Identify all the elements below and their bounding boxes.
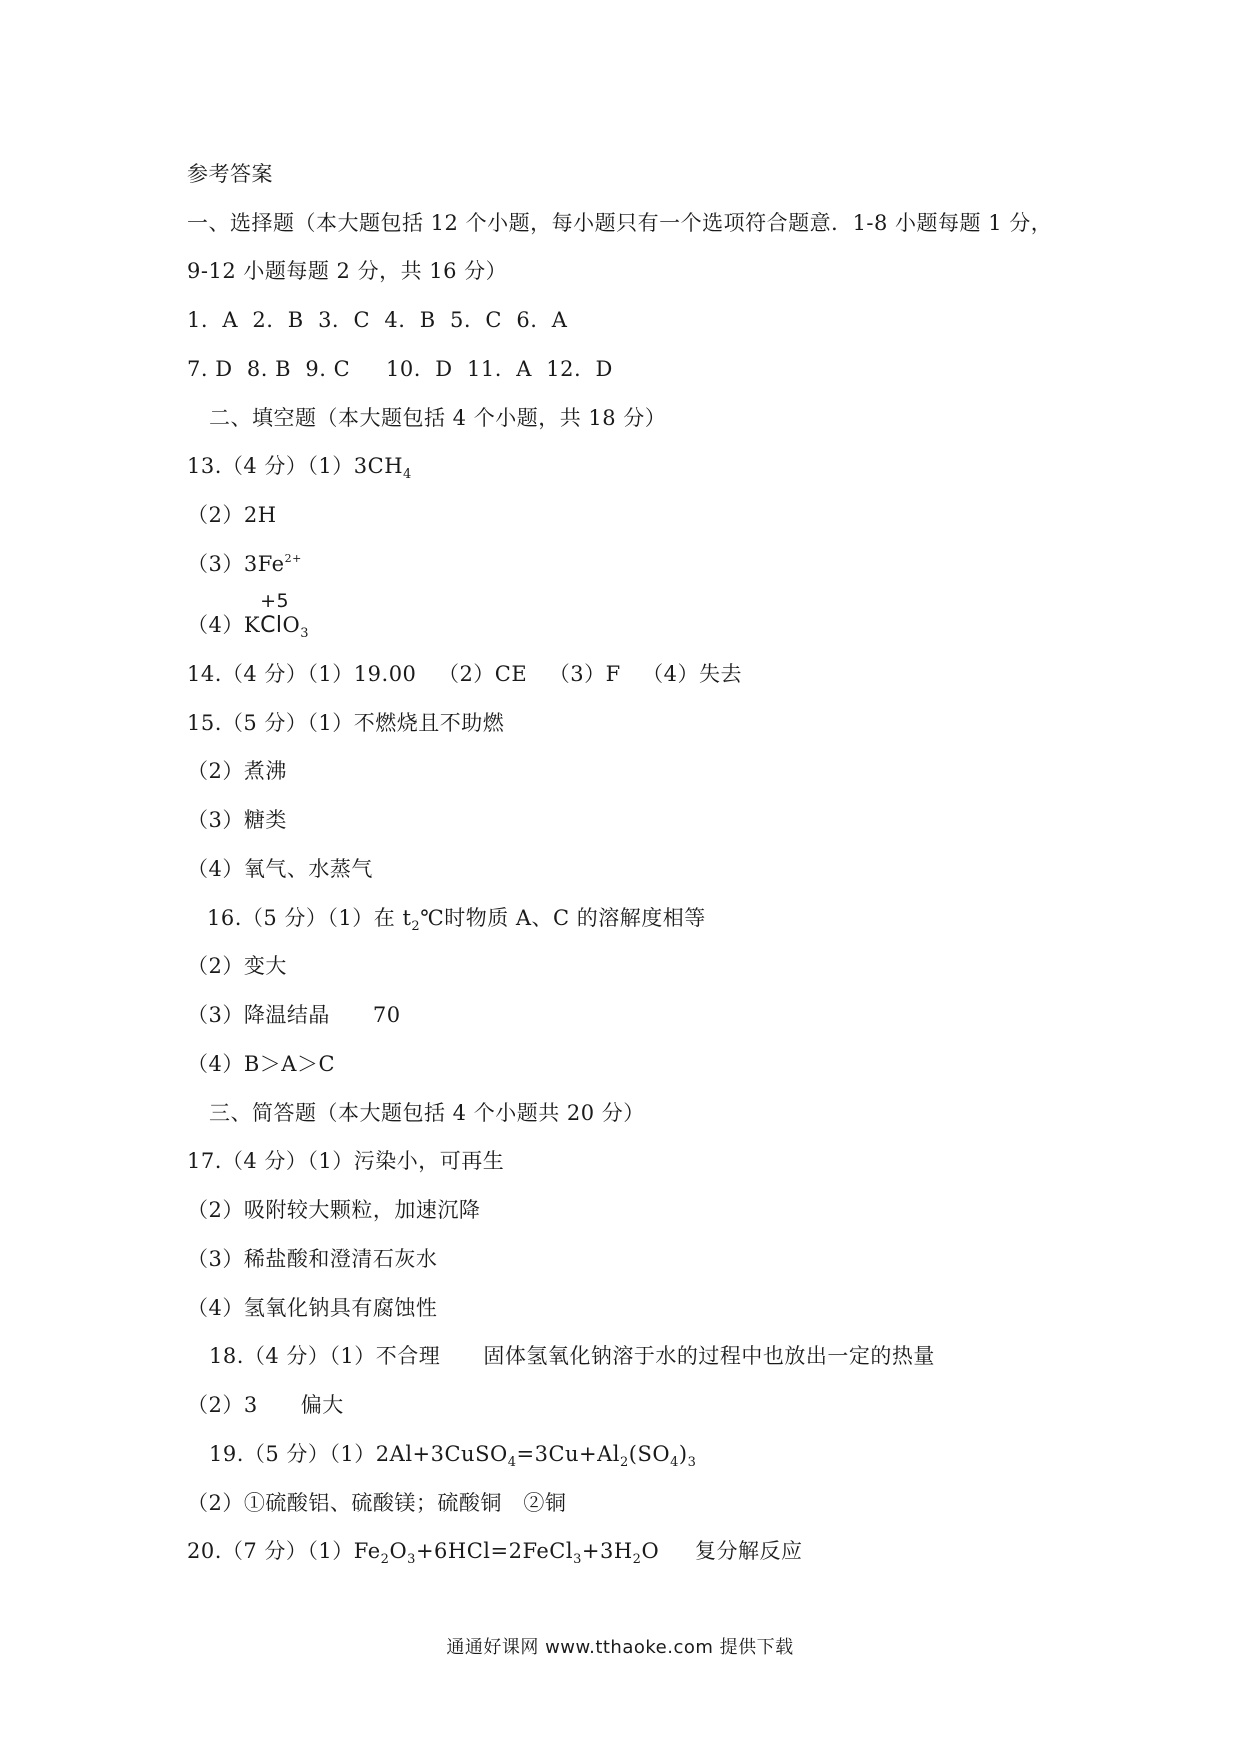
section-3-heading: 三、简答题（本大题包括 4 个小题共 20 分） (209, 1101, 645, 1125)
q18-part-1: 18.（4 分）（1）不合理 固体氢氧化钠溶于水的过程中也放出一定的热量 (209, 1344, 935, 1368)
q15-part-4: （4）氧气、水蒸气 (187, 857, 373, 881)
q16-part-3: （3）降温结晶 70 (187, 1003, 401, 1027)
q16-part-1: 16.（5 分）（1）在 $t_2℃$时物质 A、C 的溶解度相等 (207, 906, 706, 934)
q13-part-4: （4）K +5 ClO$_3$ (187, 590, 310, 641)
q15-part-2: （2）煮沸 (187, 759, 287, 783)
q17-part-1: 17.（4 分）（1）污染小，可再生 (187, 1149, 505, 1173)
q13-part-2: （2）2H (187, 503, 277, 527)
section-1-heading-line-1: 一、选择题（本大题包括 12 个小题，每小题只有一个选项符合题意．1-8 小题每题 1 分， (187, 211, 1053, 235)
q17-part-2: （2）吸附较大颗粒，加速沉降 (187, 1198, 481, 1222)
q14-answer: 14.（4 分）（1）19.00 （2）CE （3）F （4）失去 (187, 662, 743, 686)
q17-part-3: （3）稀盐酸和澄清石灰水 (187, 1247, 438, 1271)
q16-part-4: （4）B＞A＞C (187, 1052, 336, 1076)
oxidation-state: +5 (260, 590, 290, 612)
page-footer: 通通好课网 www.tthaoke.com 提供下载 (446, 1637, 794, 1658)
q19-part-2: （2）①硫酸铝、硫酸镁；硫酸铜 ②铜 (187, 1491, 567, 1515)
section-2-heading: 二、填空题（本大题包括 4 个小题，共 18 分） (209, 406, 667, 430)
mc-answers-row-1: 1. A 2. B 3. C 4. B 5. C 6. A (187, 308, 568, 332)
q13-part-3: $(3)3Fe^{2+}$ (187, 552, 302, 576)
section-1-heading-line-2: 9-12 小题每题 2 分，共 16 分） (187, 259, 508, 283)
q13-part-1: 13.（4 分）$(1)3CH_4$ (187, 454, 412, 482)
q16-part-2: （2）变大 (187, 954, 287, 978)
q19-part-1: 19.（5 分）$(1)2Al+3CuSO_4=3Cu+Al_2(SO_4)_3$ (209, 1442, 697, 1470)
q17-part-4: （4）氢氧化钠具有腐蚀性 (187, 1296, 438, 1320)
q20-part-1: 20.（7 分）$(1)Fe_2O_3+6HCl=2FeCl_3+3H_2O$ 复分解反应 (187, 1539, 803, 1567)
mc-answers-row-2: 7. D 8. B 9. C 10. D 11. A 12. D (187, 357, 613, 381)
q15-part-3: （3）糖类 (187, 808, 287, 832)
page-title: 参考答案 (187, 162, 273, 186)
q18-part-2: （2）3 偏大 (187, 1393, 344, 1417)
q15-part-1: 15.（5 分）（1）不燃烧且不助燃 (187, 711, 505, 735)
